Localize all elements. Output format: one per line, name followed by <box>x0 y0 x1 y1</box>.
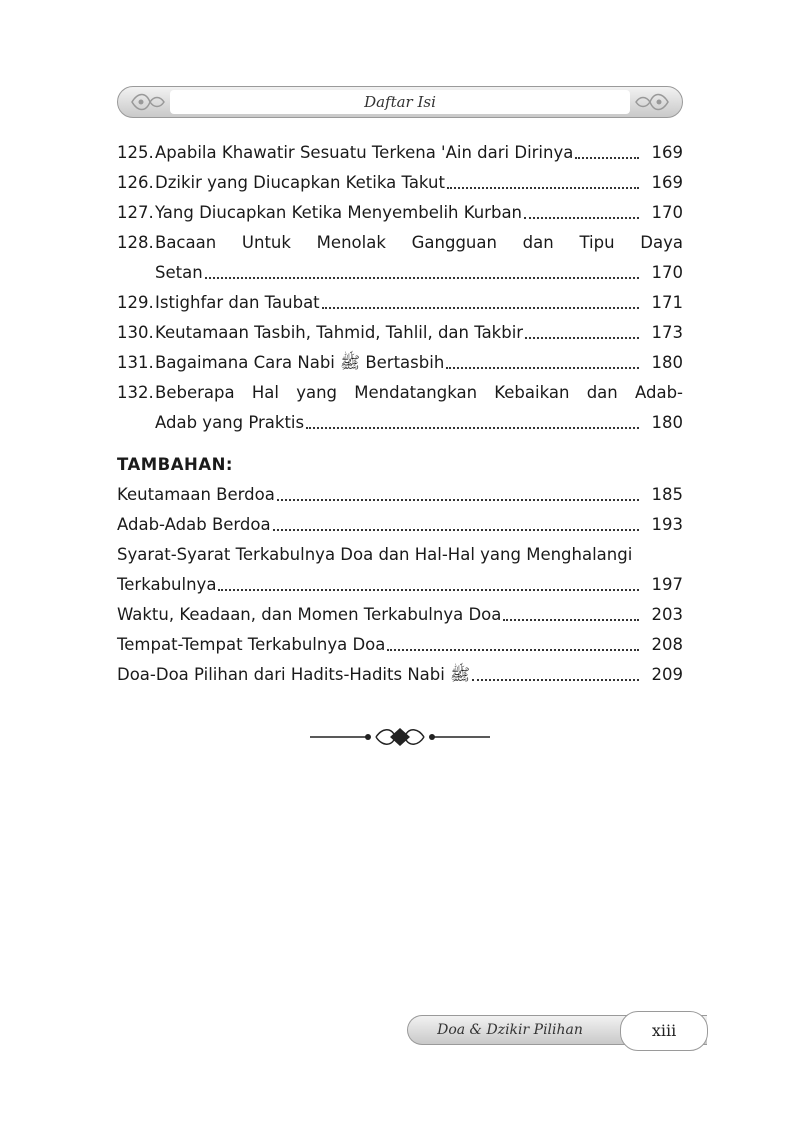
entry-title: Keutamaan Berdoa <box>117 485 275 504</box>
entry-number: 127. <box>117 203 154 222</box>
entry-page: 180 <box>651 353 683 372</box>
toc-entry-127[interactable] <box>117 198 683 228</box>
dot-leader <box>503 611 639 621</box>
entry-page: 170 <box>651 203 683 222</box>
entry-page: 170 <box>651 263 683 282</box>
footer-book-title: Doa & Dzikir Pilihan <box>437 1022 583 1038</box>
dot-leader <box>387 641 639 651</box>
dot-leader <box>306 419 639 429</box>
toc-extra-entry[interactable] <box>117 480 683 510</box>
entry-page: 180 <box>651 413 683 432</box>
entry-page: 173 <box>651 323 683 342</box>
entry-page: 209 <box>651 665 683 684</box>
entry-title: Doa-Doa Pilihan dari Hadits-Hadits Nabi ﷺ <box>117 665 471 684</box>
entry-page: 169 <box>651 173 683 192</box>
entry-title: Yang Diucapkan Ketika Menyembelih Kurban <box>155 203 523 222</box>
toc-entry-132[interactable] <box>117 378 683 438</box>
entry-number: 132. <box>117 383 154 402</box>
entry-title: Istighfar dan Taubat <box>155 293 320 312</box>
entry-title-line1: Bacaan Untuk Menolak Gangguan dan Tipu Daya <box>155 233 683 252</box>
header-title: Daftar Isi <box>170 90 630 114</box>
entry-page: 208 <box>651 635 683 654</box>
entry-title-line2: Adab yang Praktis <box>155 413 305 432</box>
toc-extra-entry[interactable] <box>117 600 683 630</box>
entry-page: 185 <box>651 485 683 504</box>
dot-leader <box>205 269 639 279</box>
toc-entry-129[interactable] <box>117 288 683 318</box>
dot-leader <box>277 491 639 501</box>
entry-number: 131. <box>117 353 154 372</box>
table-of-contents <box>117 138 683 690</box>
dot-leader <box>218 581 639 591</box>
entry-page: 197 <box>651 575 683 594</box>
entry-number: 126. <box>117 173 154 192</box>
entry-title-line1: Beberapa Hal yang Mendatangkan Kebaikan dan Adab- <box>155 383 683 402</box>
dot-leader <box>446 359 639 369</box>
entry-number: 130. <box>117 323 154 342</box>
dot-leader <box>472 671 639 681</box>
entry-title: Waktu, Keadaan, dan Momen Terkabulnya Doa <box>117 605 502 624</box>
entry-number: 128. <box>117 233 154 252</box>
entry-page: 203 <box>651 605 683 624</box>
entry-title: Adab-Adab Berdoa <box>117 515 271 534</box>
entry-page: 171 <box>651 293 683 312</box>
toc-entry-128[interactable] <box>117 228 683 288</box>
header-left-ornament-icon <box>128 89 168 115</box>
entry-title: Bagaimana Cara Nabi ﷺ Bertasbih <box>155 353 445 372</box>
dot-leader <box>524 209 639 219</box>
entry-title: Apabila Khawatir Sesuatu Terkena 'Ain dari Dirinya <box>155 143 574 162</box>
toc-extra-entry[interactable] <box>117 540 683 600</box>
dot-leader <box>525 329 639 339</box>
toc-extra-entry[interactable] <box>117 630 683 660</box>
dot-leader <box>322 299 639 309</box>
entry-page: 193 <box>651 515 683 534</box>
toc-entry-125[interactable] <box>117 138 683 168</box>
entry-number: 125. <box>117 143 154 162</box>
toc-entry-131[interactable] <box>117 348 683 378</box>
toc-entry-130[interactable] <box>117 318 683 348</box>
footer-page-number: xiii <box>620 1011 708 1051</box>
entry-title: Tempat-Tempat Terkabulnya Doa <box>117 635 386 654</box>
toc-extra-entry[interactable] <box>117 660 683 690</box>
dot-leader <box>273 521 639 531</box>
entry-title-line1: Syarat-Syarat Terkabulnya Doa dan Hal-Hal yang Menghalangi <box>117 545 633 564</box>
entry-title-line2: Setan <box>155 263 203 282</box>
entry-number: 129. <box>117 293 154 312</box>
entry-title: Dzikir yang Diucapkan Ketika Takut <box>155 173 445 192</box>
divider-ornament-icon <box>310 722 490 752</box>
entry-title: Keutamaan Tasbih, Tahmid, Tahlil, dan Takbir <box>155 323 524 342</box>
entry-title-line2: Terkabulnya <box>117 575 217 594</box>
dot-leader <box>447 179 639 189</box>
toc-entry-126[interactable] <box>117 168 683 198</box>
toc-extra-entry[interactable] <box>117 510 683 540</box>
section-title: TAMBAHAN: <box>117 455 233 474</box>
dot-leader <box>575 149 639 159</box>
entry-page: 169 <box>651 143 683 162</box>
header-right-ornament-icon <box>632 89 672 115</box>
